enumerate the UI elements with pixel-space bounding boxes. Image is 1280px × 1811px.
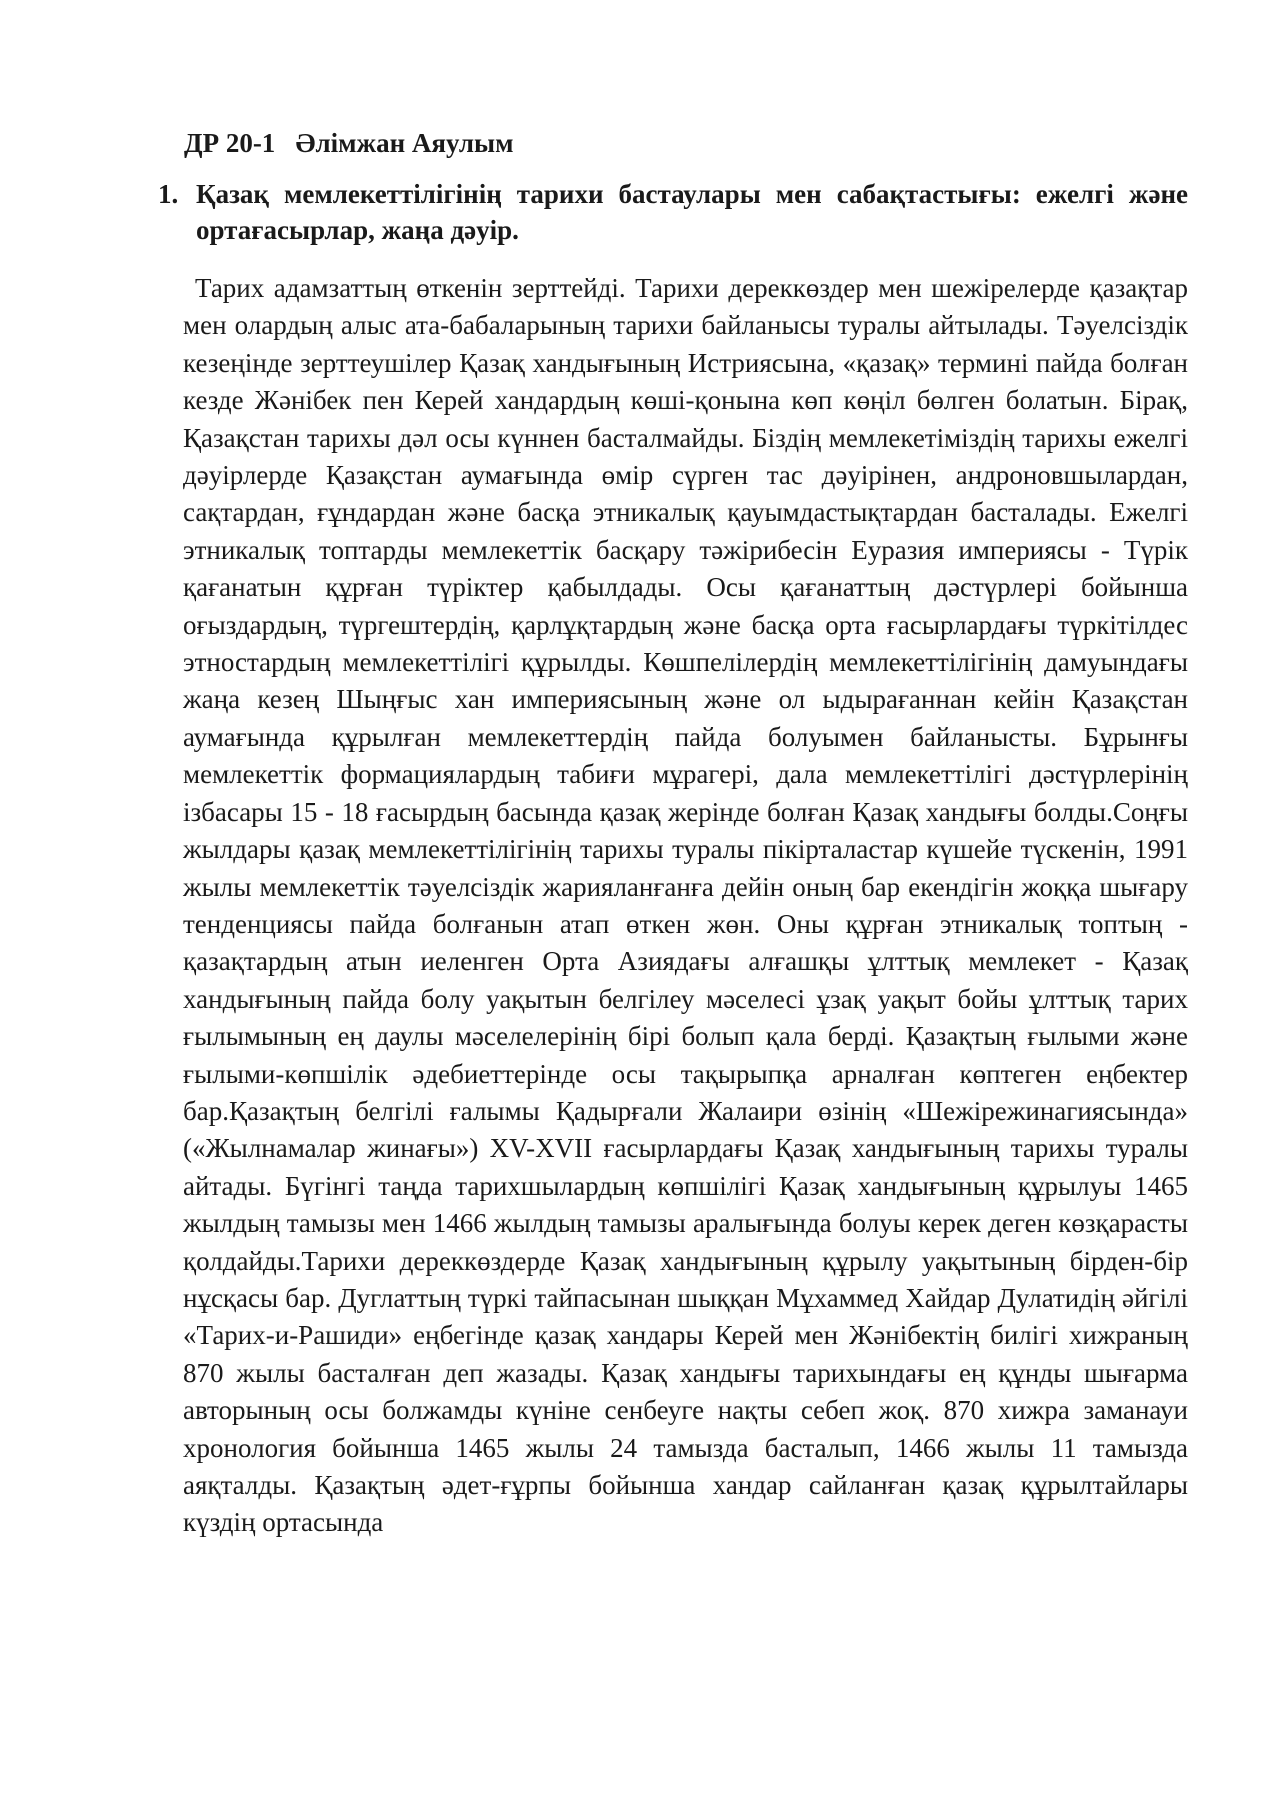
section-title: Қазақ мемлекеттілігінің тарихи бастаулары мен сабақтастығы: ежелгі және ортағасырлар, жаңа дәуір. [196, 179, 1188, 245]
section-number: 1. [158, 179, 179, 209]
body-paragraph: Тарих адамзаттың өткенін зерттейді. Тарихи дереккөздер мен шежірелерде қазақтар мен олардың алыс ата-бабаларының тарихи байланысы туралы айтылады. Тәуелсіздік кезеңінде зерттеушілер Қазақ хандығының Истриясына, «қазақ» термині пайда болған кезде Жәнібек пен Керей хандардың көші-қонына көп көңіл бөлген болатын. Бірақ, Қазақстан тарихы дәл осы күннен басталмайды. Біздің мемлекетіміздің тарихы ежелгі дәуірлерде Қазақстан аумағында өмір сүрген тас дәуірінен, андроновшылардан, сақтардан, ғұндардан және басқа этникалық қауымдастықтардан басталады. Ежелгі этникалық топтарды мемлекеттік басқару тәжірибесін Еуразия империясы - Түрік қағанатын құрған түріктер қабылдады. Осы қағанаттың дәстүрлері бойынша оғыздардың, түргештердің, қарлұқтардың және басқа орта ғасырлардағы түркітілдес этностардың мемлекеттілігі құрылды. Көшпелілердің мемлекеттілігінің дамуындағы жаңа кезең Шыңғыс хан империясының және ол ыдырағаннан кейін Қазақстан аумағында құрылған мемлекеттердің пайда болуымен байланысты. Бұрынғы мемлекеттік формациялардың табиғи мұрагері, дала мемлекеттілігі дәстүрлерінің ізбасары 15 - 18 ғасырдың басында қазақ жерінде болған Қазақ хандығы болды.Соңғы жылдары қазақ мемлекеттілігінің тарихы туралы пікірталастар күшейе түскенін, 1991 жылы мемлекеттік тәуелсіздік жарияланғанға дейін оның бар екендігін жоққа шығару тенденциясы пайда болғанын атап өткен жөн. Оны құрған этникалық топтың - қазақтардың атын иеленген Орта Азиядағы алғашқы ұлттық мемлекет - Қазақ хандығының пайда болу уақытын белгілеу мәселесі ұзақ уақыт бойы ұлттық тарих ғылымының ең даулы мәселелерінің бірі болып қала берді. Қазақтың ғылыми және ғылыми-көпшілік әдебиеттерінде осы тақырыпқа арналған көптеген еңбектер бар.Қазақтың белгілі ғалымы Қадырғали Жалаири өзінің «Шежірежинагиясында» («Жылнамалар жинағы») XV-XVII ғасырлардағы Қазақ хандығының тарихы туралы айтады. Бүгінгі таңда тарихшылардың көпшілігі Қазақ хандығының құрылуы 1465 жылдың тамызы мен 1466 жылдың тамызы аралығында болуы керек деген көзқарасты қолдайды.Тарихи дереккөздерде Қазақ хандығының құрылу уақытының бірден-бір нұсқасы бар. Дуглаттың түркі тайпасынан шыққан Мұхаммед Хайдар Дулатидің әйгілі «Тарих-и-Рашиди» еңбегінде қазақ хандары Керей мен Жәнібектің билігі хижраның 870 жылы басталған деп жазады. Қазақ хандығы тарихындағы ең құнды шығарма авторының осы болжамды күніне сенбеуге нақты себеп жоқ. 870 хижра заманауи хронология бойынша 1465 жылы 24 тамызда басталып, 1466 жылы 11 тамызда аяқталды. Қазақтың әдет-ғұрпы бойынша хандар сайланған қазақ құрылтайлары күздің ортасында [183, 273, 1188, 1538]
author-header: ДР 20-1 Әлімжан Аяулым [184, 128, 514, 158]
section-heading [158, 176, 1188, 248]
